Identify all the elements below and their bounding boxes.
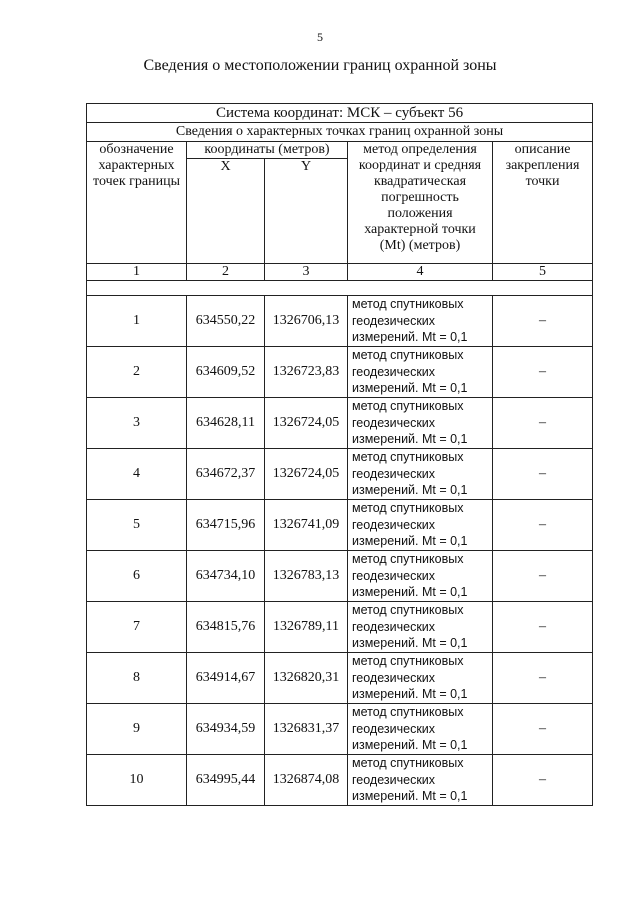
table-row — [87, 296, 593, 347]
table-row — [87, 653, 593, 704]
description-cell: – — [493, 602, 593, 653]
method-cell: метод спутниковых геодезических измерений. Mt = 0,1 — [348, 653, 493, 704]
boundary-points-table — [86, 103, 593, 806]
method-cell: метод спутниковых геодезических измерений. Mt = 0,1 — [348, 704, 493, 755]
column-number-4: 4 — [348, 264, 493, 281]
spacer-cell — [87, 281, 593, 296]
header-x: X — [187, 159, 265, 264]
column-number-5: 5 — [493, 264, 593, 281]
x-coordinate-cell: 634934,59 — [187, 704, 265, 755]
y-coordinate-cell: 1326874,08 — [265, 755, 348, 806]
description-cell: – — [493, 704, 593, 755]
point-number-cell: 4 — [87, 449, 187, 500]
table-row — [87, 755, 593, 806]
page-title: Сведения о местоположении границ охранной зоны — [143, 57, 497, 74]
method-cell: метод спутниковых геодезических измерений. Mt = 0,1 — [348, 296, 493, 347]
table-row — [87, 347, 593, 398]
page-number: 5 — [317, 30, 323, 44]
point-number-cell: 8 — [87, 653, 187, 704]
x-coordinate-cell: 634914,67 — [187, 653, 265, 704]
method-cell: метод спутниковых геодезических измерений. Mt = 0,1 — [348, 551, 493, 602]
table-row — [87, 551, 593, 602]
column-number-3: 3 — [265, 264, 348, 281]
y-coordinate-cell: 1326724,05 — [265, 449, 348, 500]
point-number-cell: 9 — [87, 704, 187, 755]
description-cell: – — [493, 755, 593, 806]
point-number-cell: 7 — [87, 602, 187, 653]
coordinate-system-header: Система координат: МСК – субъект 56 — [87, 104, 593, 123]
x-coordinate-cell: 634815,76 — [187, 602, 265, 653]
column-number-1: 1 — [87, 264, 187, 281]
column-number-2: 2 — [187, 264, 265, 281]
x-coordinate-cell: 634672,37 — [187, 449, 265, 500]
table-row — [87, 704, 593, 755]
y-coordinate-cell: 1326723,83 — [265, 347, 348, 398]
y-coordinate-cell: 1326820,31 — [265, 653, 348, 704]
header-y: Y — [265, 159, 348, 264]
description-cell: – — [493, 398, 593, 449]
y-coordinate-cell: 1326783,13 — [265, 551, 348, 602]
x-coordinate-cell: 634628,11 — [187, 398, 265, 449]
header-description: описание закрепления точки — [493, 142, 593, 264]
description-cell: – — [493, 500, 593, 551]
header-method: метод определения координат и средняя квадратическая погрешность положения характерной точки (Mt) (метров) — [348, 142, 493, 264]
method-cell: метод спутниковых геодезических измерений. Mt = 0,1 — [348, 398, 493, 449]
method-cell: метод спутниковых геодезических измерений. Mt = 0,1 — [348, 449, 493, 500]
table-row — [87, 398, 593, 449]
table-row — [87, 602, 593, 653]
point-number-cell: 1 — [87, 296, 187, 347]
y-coordinate-cell: 1326706,13 — [265, 296, 348, 347]
section-header: Сведения о характерных точках границ охранной зоны — [87, 123, 593, 142]
y-coordinate-cell: 1326831,37 — [265, 704, 348, 755]
y-coordinate-cell: 1326724,05 — [265, 398, 348, 449]
point-number-cell: 5 — [87, 500, 187, 551]
description-cell: – — [493, 449, 593, 500]
point-number-cell: 6 — [87, 551, 187, 602]
method-cell: метод спутниковых геодезических измерений. Mt = 0,1 — [348, 602, 493, 653]
table-row — [87, 449, 593, 500]
header-coordinates: координаты (метров) — [187, 142, 348, 159]
table-row — [87, 500, 593, 551]
y-coordinate-cell: 1326741,09 — [265, 500, 348, 551]
method-cell: метод спутниковых геодезических измерений. Mt = 0,1 — [348, 347, 493, 398]
spacer-row — [87, 281, 593, 296]
point-number-cell: 3 — [87, 398, 187, 449]
description-cell: – — [493, 551, 593, 602]
method-cell: метод спутниковых геодезических измерений. Mt = 0,1 — [348, 755, 493, 806]
description-cell: – — [493, 347, 593, 398]
x-coordinate-cell: 634609,52 — [187, 347, 265, 398]
y-coordinate-cell: 1326789,11 — [265, 602, 348, 653]
method-cell: метод спутниковых геодезических измерений. Mt = 0,1 — [348, 500, 493, 551]
description-cell: – — [493, 653, 593, 704]
point-number-cell: 2 — [87, 347, 187, 398]
point-number-cell: 10 — [87, 755, 187, 806]
x-coordinate-cell: 634734,10 — [187, 551, 265, 602]
x-coordinate-cell: 634995,44 — [187, 755, 265, 806]
x-coordinate-cell: 634715,96 — [187, 500, 265, 551]
header-point-designation: обозначение характерных точек границы — [87, 142, 187, 264]
x-coordinate-cell: 634550,22 — [187, 296, 265, 347]
description-cell: – — [493, 296, 593, 347]
